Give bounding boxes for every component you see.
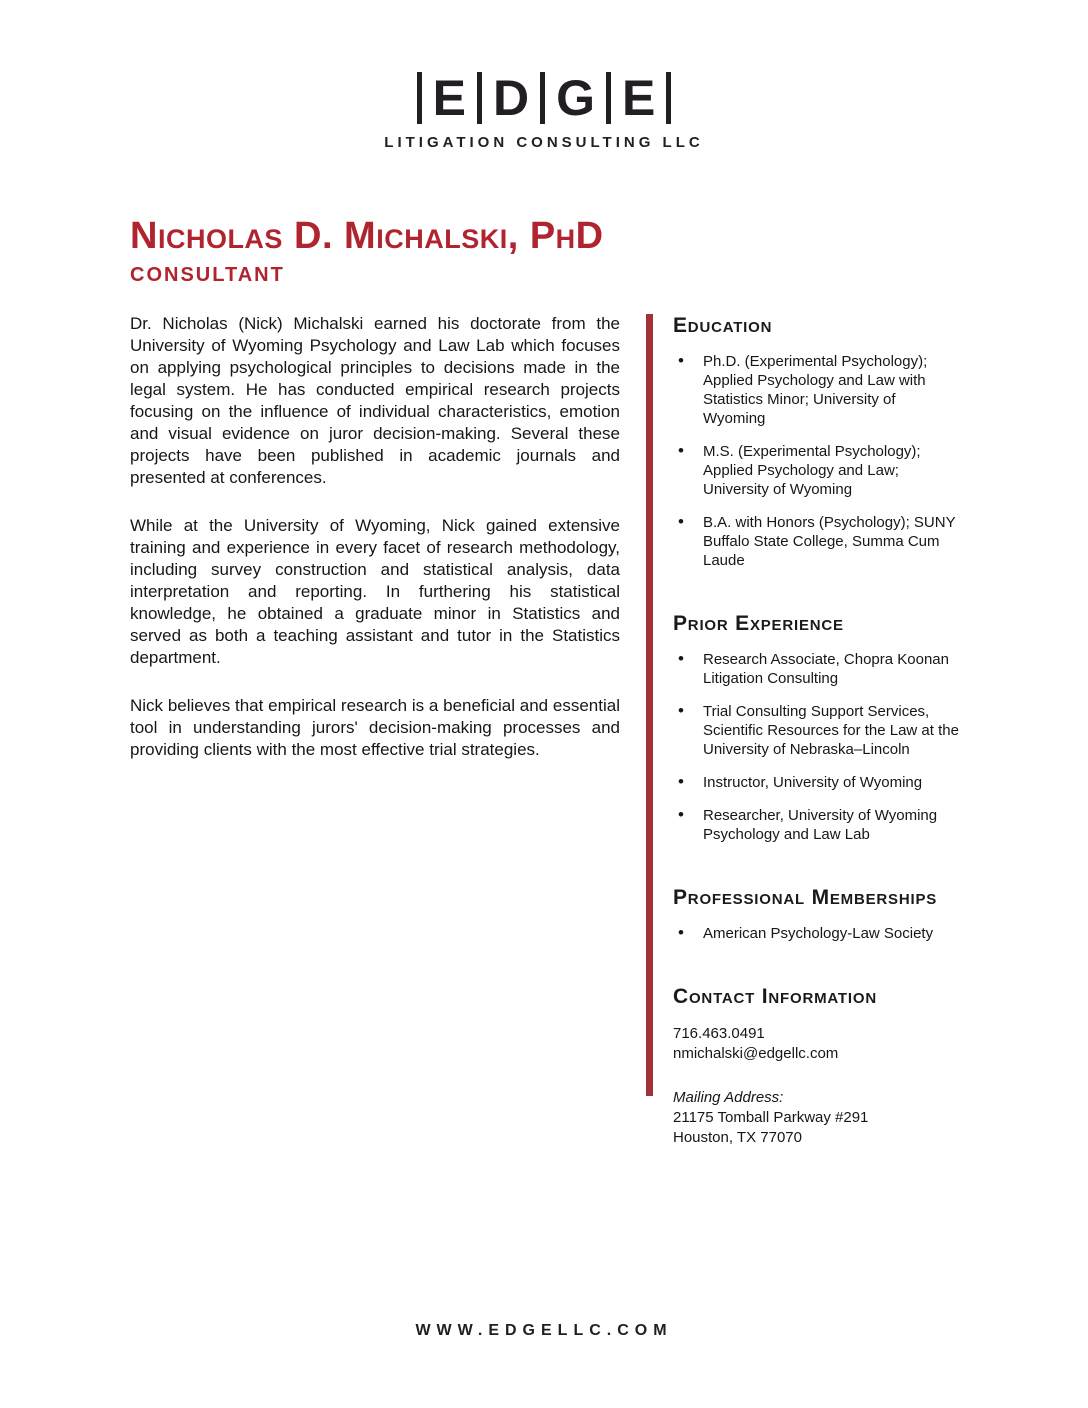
bio-paragraph: While at the University of Wyoming, Nick gained extensive training and experience in every facet of research methodology, including survey construction and statistical analysis, data interpretation and reporting. In furthering his statistical knowledge, he obtained a graduate minor in Statistics and served as both a teaching assistant and tutor in the Statistics department. [130, 515, 620, 667]
memberships-list [673, 924, 962, 943]
section-heading-memberships: Professional Memberships [673, 886, 938, 910]
contact-phone: 716.463.0491 [673, 1024, 765, 1042]
section-education [673, 314, 962, 570]
bio-paragraph: Dr. Nicholas (Nick) Michalski earned his doctorate from the University of Wyoming Psychology and Law Lab which focuses on applying psychological principles to decisions made in the legal system. He has conducted empirical research projects focusing on the influence of individual characteristics, emotion and visual evidence on juror decision-making. Several these projects have been published in academic journals and presented at conferences. [130, 313, 620, 487]
list-item: • M.S. (Experimental Psychology); Applied Psychology and Law; University of Wyoming [673, 442, 962, 499]
section-heading-contact: Contact Information [673, 985, 877, 1009]
role-subtitle: CONSULTANT [130, 263, 285, 286]
section-prior-experience [673, 612, 962, 844]
bio-text [130, 313, 620, 761]
list-item: • B.A. with Honors (Psychology); SUNY Buffalo State College, Summa Cum Laude [673, 513, 962, 570]
section-heading-prior-experience: Prior Experience [673, 612, 844, 636]
logo-letter: E [622, 70, 656, 126]
logo-divider-bar [477, 72, 482, 124]
company-logo [0, 72, 1088, 151]
logo-letter: G [556, 70, 595, 126]
section-memberships [673, 886, 962, 943]
list-item: • Ph.D. (Experimental Psychology); Applied Psychology and Law with Statistics Minor; University of Wyoming [673, 352, 962, 428]
logo-wordmark [417, 72, 672, 124]
logo-divider-bar [417, 72, 422, 124]
logo-divider-bar [666, 72, 671, 124]
list-item: • American Psychology-Law Society [673, 924, 962, 943]
section-contact [673, 985, 962, 1147]
bio-paragraph: Nick believes that empirical research is a beneficial and essential tool in understanding jurors' decision-making processes and providing clients with the most effective trial strategies. [130, 695, 620, 759]
list-item: • Instructor, University of Wyoming [673, 773, 962, 792]
logo-divider-bar [606, 72, 611, 124]
footer-website-link[interactable]: WWW.EDGELLC.COM [415, 1322, 673, 1339]
logo-letter: E [432, 70, 466, 126]
contact-email[interactable] [673, 1044, 962, 1064]
section-heading-education: Education [673, 314, 773, 337]
education-list [673, 352, 962, 570]
address-line: Houston, TX 77070 [673, 1128, 802, 1146]
prior-experience-list [673, 650, 962, 844]
main-column [130, 216, 620, 761]
contact-email-link[interactable]: nmichalski@edgellc.com [673, 1044, 839, 1062]
page-footer [0, 1322, 1088, 1340]
page-title: Nicholas D. Michalski, PhD [130, 215, 604, 257]
logo-letter: D [492, 70, 530, 126]
list-item: • Research Associate, Chopra Koonan Litigation Consulting [673, 650, 962, 688]
logo-divider-bar [540, 72, 545, 124]
sidebar [646, 314, 962, 1146]
list-item: • Researcher, University of Wyoming Psychology and Law Lab [673, 806, 962, 844]
mailing-address-label: Mailing Address: [673, 1088, 784, 1106]
logo-tagline: LITIGATION CONSULTING LLC [384, 134, 704, 151]
list-item: • Trial Consulting Support Services, Scientific Resources for the Law at the University of Nebraska–Lincoln [673, 702, 962, 759]
address-line: 21175 Tomball Parkway #291 [673, 1108, 869, 1126]
